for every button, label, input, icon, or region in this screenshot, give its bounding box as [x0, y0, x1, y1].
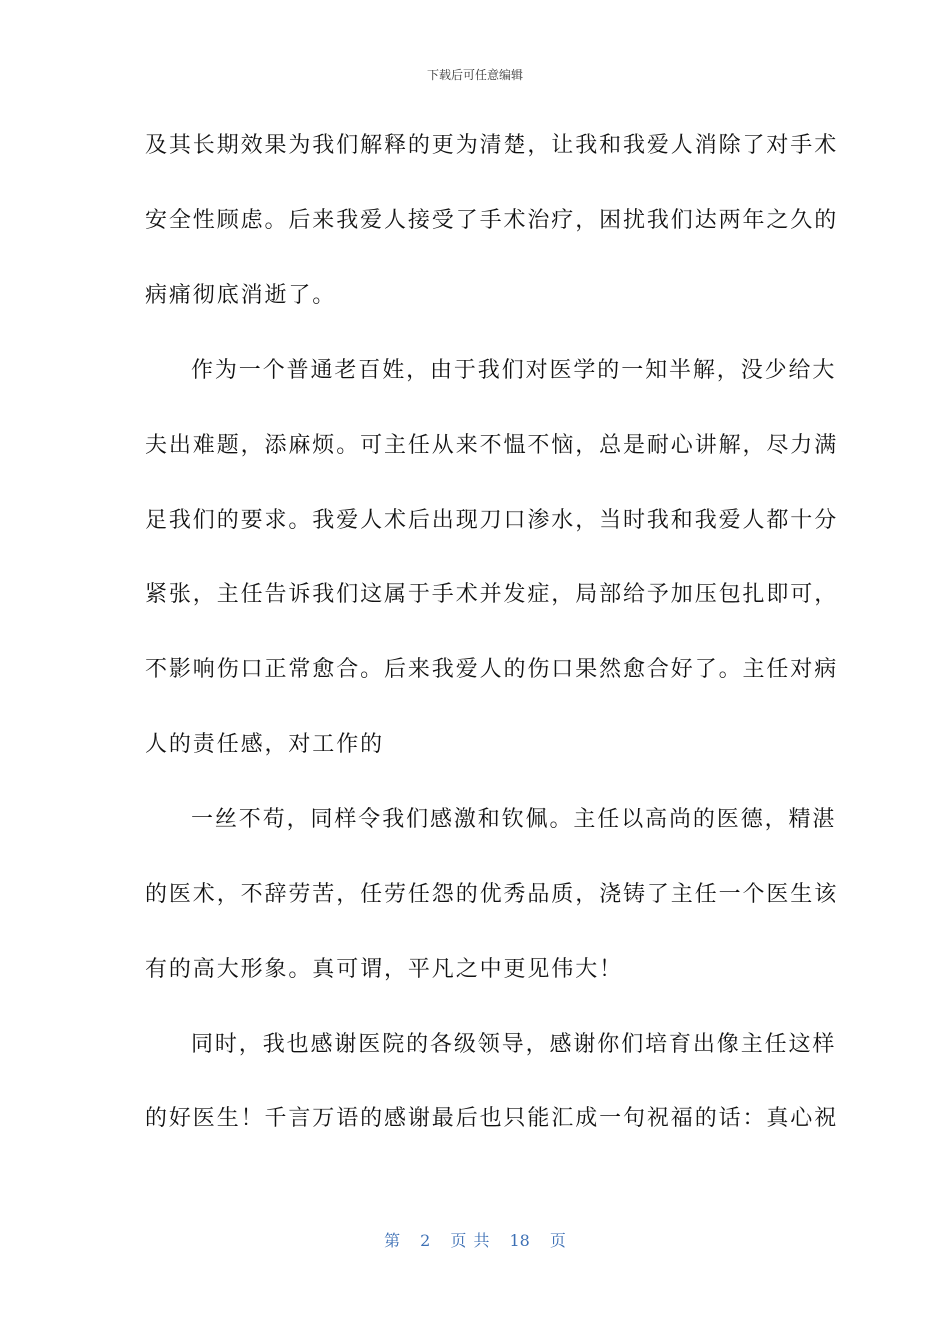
text-line: 及其长期效果为我们解释的更为清楚，让我和我爱人消除了对手术: [145, 133, 839, 158]
footer-suffix: 页: [549, 1231, 566, 1250]
text-line: 不影响伤口正常愈合。后来我爱人的伤口果然愈合好了。主任对病: [145, 657, 839, 682]
paragraph-first-line: 作为一个普通老百姓，由于我们对医学的一知半解，没少给大: [191, 358, 837, 383]
page-footer: [0, 1228, 950, 1251]
text-line: 的医术，不辞劳苦，任劳任怨的优秀品质，浇铸了主任一个医生该: [145, 882, 839, 907]
total-pages-number: 18: [509, 1231, 530, 1250]
footer-mid: 页 共: [450, 1231, 490, 1250]
paragraph-first-line: 同时，我也感谢医院的各级领导，感谢你们培育出像主任这样: [191, 1032, 837, 1057]
current-page-number: 2: [420, 1231, 431, 1250]
text-line: 有的高大形象。真可谓，平凡之中更见伟大！: [145, 957, 624, 982]
text-line: 紧张，主任告诉我们这属于手术并发症，局部给予加压包扎即可，: [145, 582, 839, 607]
text-line: 人的责任感，对工作的: [145, 732, 385, 757]
text-line: 的好医生！千言万语的感谢最后也只能汇成一句祝福的话：真心祝: [145, 1106, 839, 1131]
text-line: 足我们的要求。我爱人术后出现刀口渗水，当时我和我爱人都十分: [145, 508, 839, 533]
footer-prefix: 第: [384, 1231, 401, 1250]
text-line: 病痛彻底消逝了。: [145, 283, 337, 308]
text-line: 安全性顾虑。后来我爱人接受了手术治疗，困扰我们达两年之久的: [145, 208, 839, 233]
paragraph-first-line: 一丝不苟，同样令我们感激和钦佩。主任以高尚的医德，精湛: [191, 807, 837, 832]
page-header: 下载后可任意编辑: [426, 68, 523, 82]
text-line: 夫出难题，添麻烦。可主任从来不愠不恼，总是耐心讲解，尽力满: [145, 433, 839, 458]
